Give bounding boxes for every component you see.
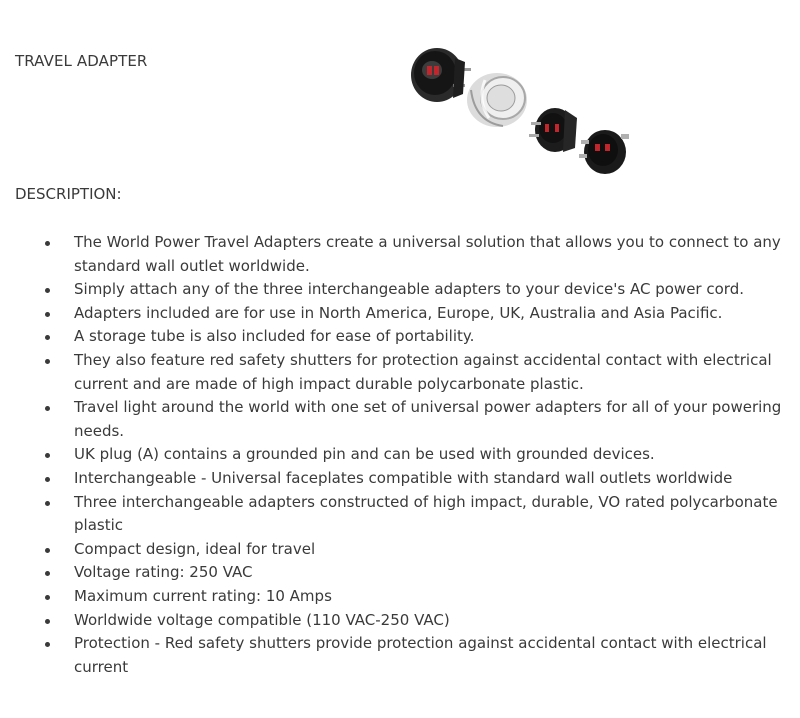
product-title: TRAVEL ADAPTER bbox=[15, 52, 148, 70]
bullet-icon bbox=[45, 288, 50, 293]
travel-adapter-image bbox=[405, 40, 645, 180]
bullet-icon bbox=[45, 571, 50, 576]
list-item-text: Adapters included are for use in North America, Europe, UK, Australia and Asia Pacific. bbox=[74, 303, 723, 322]
list-item bbox=[42, 325, 787, 349]
bullet-icon bbox=[45, 548, 50, 553]
bullet-icon bbox=[45, 595, 50, 600]
storage-tube-icon bbox=[467, 73, 527, 127]
list-item-text: The World Power Travel Adapters create a universal solution that allows you to connect to any standard wall outlet worldwide. bbox=[74, 233, 781, 275]
list-item-text: Protection - Red safety shutters provide protection against accidental contact with electrical current bbox=[74, 634, 767, 676]
bullet-icon bbox=[45, 477, 50, 482]
list-item bbox=[42, 396, 787, 443]
list-item bbox=[42, 538, 787, 562]
description-heading: DESCRIPTION: bbox=[15, 185, 122, 203]
adapter-faceplate-icon bbox=[411, 48, 471, 102]
bullet-icon bbox=[45, 241, 50, 246]
bullet-icon bbox=[45, 453, 50, 458]
bullet-icon bbox=[45, 335, 50, 340]
bullet-icon bbox=[45, 312, 50, 317]
list-item-text: Interchangeable - Universal faceplates compatible with standard wall outlets worldwide bbox=[74, 468, 733, 487]
list-item-text: Voltage rating: 250 VAC bbox=[74, 563, 253, 582]
list-item-text: UK plug (A) contains a grounded pin and can be used with grounded devices. bbox=[74, 445, 655, 464]
plug-adapter-icon bbox=[529, 108, 577, 152]
bullet-icon bbox=[45, 501, 50, 506]
list-item bbox=[42, 609, 787, 633]
uk-plug-icon bbox=[579, 130, 629, 174]
list-item-text: Simply attach any of the three interchangeable adapters to your device's AC power cord. bbox=[74, 280, 744, 299]
list-item-text: A storage tube is also included for ease of portability. bbox=[74, 327, 475, 346]
list-item-text: Maximum current rating: 10 Amps bbox=[74, 586, 332, 605]
bullet-icon bbox=[45, 406, 50, 411]
list-item bbox=[42, 349, 787, 396]
bullet-icon bbox=[45, 619, 50, 624]
list-item bbox=[42, 491, 787, 538]
list-item-text: They also feature red safety shutters for protection against accidental contact with electrical current and are made of high impact durable polycarbonate plastic. bbox=[74, 350, 772, 393]
list-item bbox=[42, 632, 787, 679]
list-item bbox=[42, 443, 787, 467]
list-item bbox=[42, 302, 787, 326]
list-item-text: Three interchangeable adapters constructed of high impact, durable, VO rated polycarbonate plastic bbox=[74, 492, 778, 535]
list-item-text: Compact design, ideal for travel bbox=[74, 539, 316, 558]
bullet-icon bbox=[45, 359, 50, 364]
list-item-text: Travel light around the world with one set of universal power adapters for all of your powering needs. bbox=[74, 398, 782, 440]
description-list bbox=[42, 231, 787, 679]
list-item bbox=[42, 585, 787, 609]
list-item bbox=[42, 231, 787, 278]
list-item-text: Worldwide voltage compatible (110 VAC-250 VAC) bbox=[74, 610, 450, 629]
list-item bbox=[42, 278, 787, 302]
list-item bbox=[42, 561, 787, 585]
list-item bbox=[42, 467, 787, 491]
bullet-icon bbox=[45, 642, 50, 647]
